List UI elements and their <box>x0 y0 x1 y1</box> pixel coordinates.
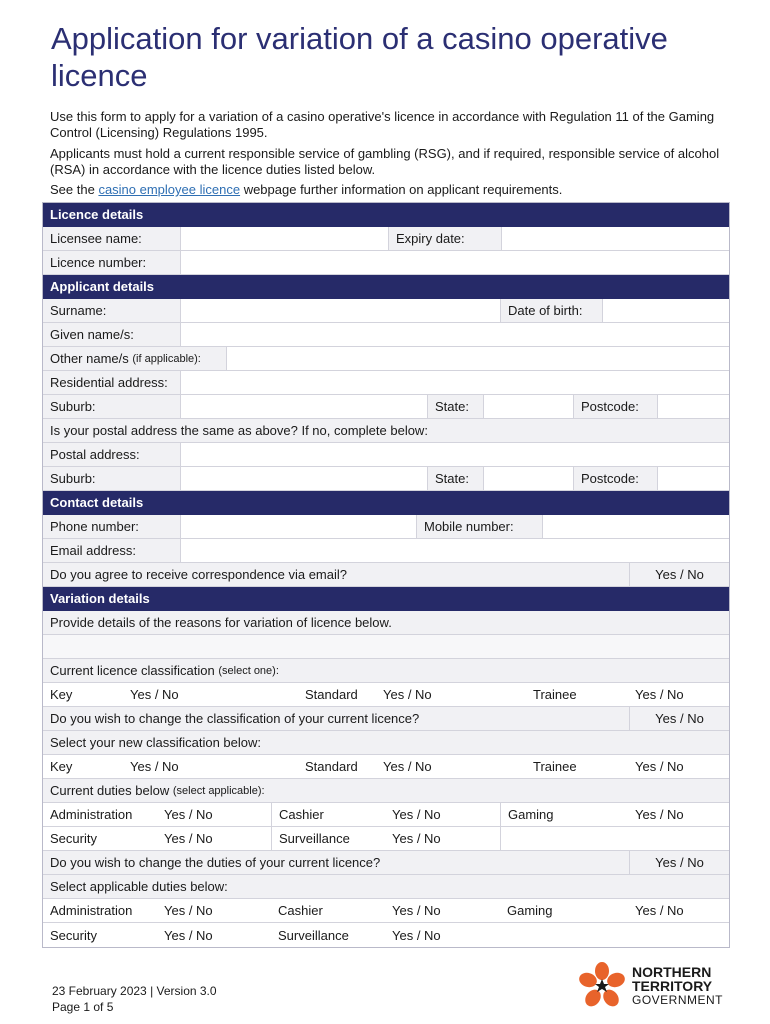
logo-line-2: TERRITORY <box>632 978 713 994</box>
trainee-yes-no[interactable]: Yes / No <box>635 687 684 702</box>
gaming-yes-no[interactable]: Yes / No <box>635 807 684 822</box>
given-names-label: Given name/s: <box>43 323 180 346</box>
flower-emblem-icon <box>576 960 628 1012</box>
application-form <box>42 202 730 948</box>
residential-address-field[interactable] <box>180 371 729 394</box>
logo-line-1: NORTHERN <box>632 964 712 980</box>
intro-paragraph-1: Use this form to apply for a variation of a casino operative's licence in accordance with Regulation 11 of the Gaming Control (Licensing) Regulations 1995. <box>50 109 715 140</box>
postal-address-label: Postal address: <box>43 443 180 466</box>
given-names-row <box>43 323 729 347</box>
new-duties-row-2 <box>43 923 729 947</box>
residential-address-row <box>43 371 729 395</box>
surveillance-label: Surveillance <box>278 927 349 943</box>
standard-label: Standard <box>305 759 358 774</box>
email-field[interactable] <box>180 539 729 562</box>
postal-address-field[interactable] <box>180 443 729 466</box>
select-one-text: (select one): <box>218 664 279 677</box>
change-duties-row <box>43 851 729 875</box>
change-duties-question: Do you wish to change the duties of your current licence? <box>43 851 629 874</box>
change-class-question: Do you wish to change the classification of your current licence? <box>43 707 629 730</box>
section-title: Variation details <box>50 591 150 606</box>
phone-label: Phone number: <box>43 515 180 538</box>
state-label: State: <box>427 395 483 418</box>
expiry-date-label: Expiry date: <box>388 227 501 250</box>
key-label: Key <box>50 687 73 702</box>
suburb-row <box>43 395 729 419</box>
contact-details-header <box>43 491 729 515</box>
postcode-label: Postcode: <box>573 395 657 418</box>
key-yes-no[interactable]: Yes / No <box>130 759 179 774</box>
standard-yes-no[interactable]: Yes / No <box>383 759 432 774</box>
current-class-row <box>43 659 729 683</box>
select-duties-label: Select applicable duties below: <box>43 875 729 898</box>
logo-wordmark <box>632 965 723 1007</box>
section-title: Licence details <box>50 207 144 222</box>
cashier-label: Cashier <box>271 803 385 826</box>
date-version: 23 February 2023 | Version 3.0 <box>52 984 217 998</box>
cashier-label: Cashier <box>278 903 323 918</box>
gaming-label: Gaming <box>500 803 628 826</box>
new-class-row <box>43 731 729 755</box>
key-label: Key <box>50 759 73 774</box>
intro-paragraph-2: Applicants must hold a current responsible service of gambling (RSG), and if required, responsible service of alcohol (RSA) in accordance with the licence duties listed below. <box>50 146 720 177</box>
casino-employee-licence-link[interactable]: casino employee licence <box>98 182 241 197</box>
postal-postcode-field[interactable] <box>657 467 729 490</box>
security-yes-no[interactable]: Yes / No <box>164 927 213 943</box>
surname-label: Surname: <box>43 299 180 322</box>
phone-row <box>43 515 729 539</box>
state-field[interactable] <box>483 395 573 418</box>
licensee-name-row <box>43 227 729 251</box>
page-number: Page 1 of 5 <box>52 1000 114 1014</box>
reasons-row <box>43 611 729 635</box>
surveillance-label: Surveillance <box>271 827 385 850</box>
change-duties-yes-no[interactable]: Yes / No <box>629 851 729 874</box>
nt-government-logo <box>576 960 726 1012</box>
administration-yes-no[interactable]: Yes / No <box>164 807 213 822</box>
logo-line-3: GOVERNMENT <box>632 993 724 1007</box>
postal-same-row <box>43 419 729 443</box>
reasons-field[interactable] <box>43 635 729 658</box>
new-class-label: Select your new classification below: <box>43 731 729 754</box>
email-agree-row <box>43 563 729 587</box>
page-footer <box>52 983 217 1015</box>
licence-number-field[interactable] <box>180 251 729 274</box>
reasons-field-row <box>43 635 729 659</box>
licence-details-header <box>43 203 729 227</box>
new-duties-row-1 <box>43 899 729 923</box>
email-row <box>43 539 729 563</box>
email-agree-question: Do you agree to receive correspondence via email? <box>43 563 629 586</box>
postal-suburb-field[interactable] <box>180 467 427 490</box>
select-duties-row <box>43 875 729 899</box>
current-duties-label <box>43 779 729 802</box>
postal-same-question: Is your postal address the same as above? If no, complete below: <box>43 419 729 442</box>
administration-label: Administration <box>50 903 133 918</box>
empty-cell <box>500 923 729 947</box>
trainee-label: Trainee <box>533 759 577 774</box>
key-yes-no[interactable]: Yes / No <box>130 687 179 702</box>
reasons-label: Provide details of the reasons for variation of licence below. <box>43 611 729 634</box>
other-names-text: Other name/s <box>50 351 129 366</box>
email-agree-yes-no[interactable]: Yes / No <box>629 563 729 586</box>
page-title: Application for variation of a casino operative licence <box>51 21 668 93</box>
postcode-field[interactable] <box>657 395 729 418</box>
postal-state-field[interactable] <box>483 467 573 490</box>
gaming-yes-no[interactable]: Yes / No <box>635 903 684 918</box>
mobile-field[interactable] <box>542 515 729 538</box>
intro-paragraph-3 <box>50 182 730 198</box>
change-class-yes-no[interactable]: Yes / No <box>629 707 729 730</box>
phone-field[interactable] <box>180 515 416 538</box>
suburb-field[interactable] <box>180 395 427 418</box>
licence-number-row <box>43 251 729 275</box>
change-class-row <box>43 707 729 731</box>
residential-address-label: Residential address: <box>43 371 180 394</box>
surname-field[interactable] <box>180 299 500 322</box>
section-title: Contact details <box>50 495 144 510</box>
select-applicable-text: (select applicable): <box>172 784 265 797</box>
cashier-yes-no[interactable]: Yes / No <box>392 903 441 918</box>
other-names-field[interactable] <box>226 347 729 370</box>
variation-details-header <box>43 587 729 611</box>
given-names-field[interactable] <box>180 323 729 346</box>
licence-number-label: Licence number: <box>43 251 180 274</box>
surveillance-yes-no[interactable]: Yes / No <box>392 927 441 943</box>
current-duties-row <box>43 779 729 803</box>
security-label: Security <box>50 927 97 943</box>
trainee-label: Trainee <box>533 687 577 702</box>
licensee-name-field[interactable] <box>180 227 388 250</box>
other-names-label <box>43 347 226 370</box>
current-class-options-row <box>43 683 729 707</box>
mobile-label: Mobile number: <box>416 515 542 538</box>
current-duties-row-1 <box>43 803 729 827</box>
current-duties-text: Current duties below <box>50 783 170 798</box>
new-class-options-row <box>43 755 729 779</box>
state-label: State: <box>427 467 483 490</box>
intro-text-before-link: See the <box>50 182 99 197</box>
other-names-row <box>43 347 729 371</box>
postal-address-row <box>43 443 729 467</box>
administration-yes-no[interactable]: Yes / No <box>164 903 213 918</box>
if-applicable-text: (if applicable): <box>132 352 201 365</box>
expiry-date-field[interactable] <box>501 227 729 250</box>
standard-label: Standard <box>305 687 358 702</box>
suburb-label: Suburb: <box>43 467 180 490</box>
cashier-yes-no[interactable]: Yes / No <box>392 807 441 822</box>
section-title: Applicant details <box>50 279 155 294</box>
intro-text-after-link: webpage further information on applicant requirements. <box>240 182 563 197</box>
administration-label: Administration <box>50 807 133 822</box>
standard-yes-no[interactable]: Yes / No <box>383 687 432 702</box>
dob-label: Date of birth: <box>500 299 602 322</box>
dob-field[interactable] <box>602 299 729 322</box>
current-duties-row-2 <box>43 827 729 851</box>
suburb-label: Suburb: <box>43 395 180 418</box>
surname-row <box>43 299 729 323</box>
current-class-text: Current licence classification <box>50 663 215 678</box>
applicant-details-header <box>43 275 729 299</box>
trainee-yes-no[interactable]: Yes / No <box>635 759 684 774</box>
empty-cell <box>500 827 729 850</box>
gaming-label: Gaming <box>507 903 553 918</box>
surveillance-yes-no[interactable]: Yes / No <box>392 831 441 846</box>
email-label: Email address: <box>43 539 180 562</box>
security-label: Security <box>50 831 97 846</box>
postcode-label: Postcode: <box>573 467 657 490</box>
security-yes-no[interactable]: Yes / No <box>164 831 213 846</box>
postal-suburb-row <box>43 467 729 491</box>
current-class-label <box>43 659 729 682</box>
licensee-name-label: Licensee name: <box>43 227 180 250</box>
